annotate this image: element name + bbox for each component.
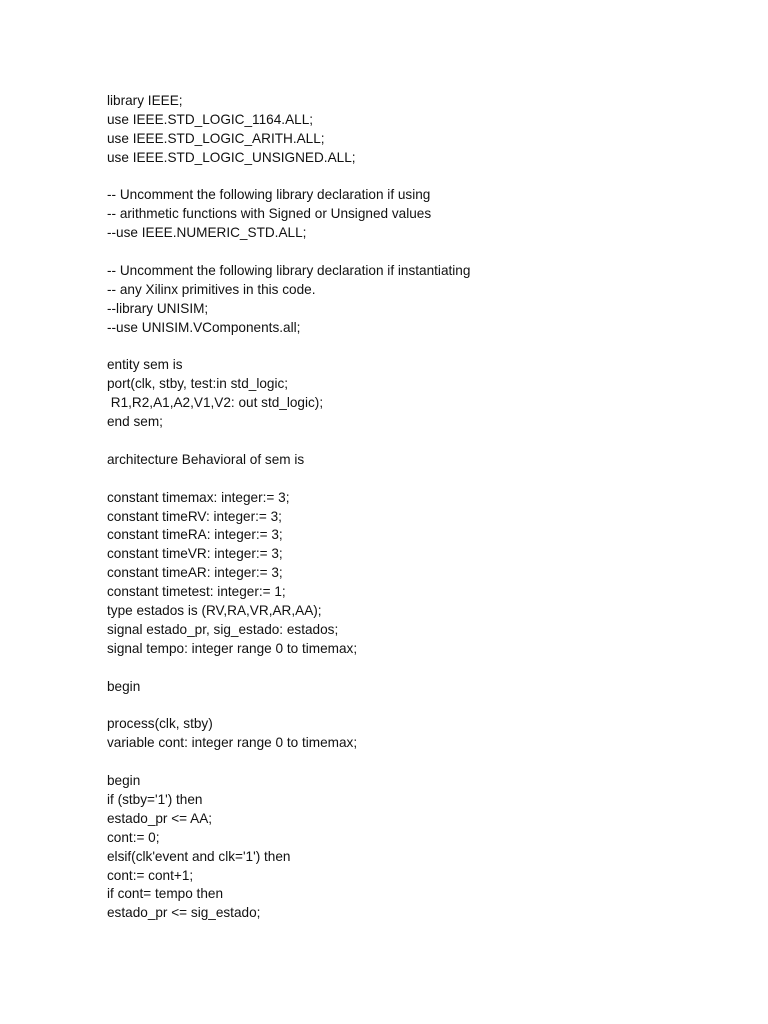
code-line: estado_pr <= AA; bbox=[107, 810, 213, 826]
code-line: signal tempo: integer range 0 to timemax; bbox=[107, 640, 358, 656]
code-line: -- arithmetic functions with Signed or Unsigned values bbox=[107, 206, 432, 222]
code-line: variable cont: integer range 0 to timemax; bbox=[107, 735, 358, 751]
code-line: end sem; bbox=[107, 414, 163, 430]
code-line: begin bbox=[107, 678, 141, 694]
code-line: signal estado_pr, sig_estado: estados; bbox=[107, 621, 339, 637]
code-line: cont:= 0; bbox=[107, 829, 160, 845]
code-line: constant timeVR: integer:= 3; bbox=[107, 546, 283, 562]
blank-line bbox=[107, 168, 727, 187]
code-line: constant timeRV: integer:= 3; bbox=[107, 508, 282, 524]
blank-line bbox=[107, 753, 727, 772]
code-line: use IEEE.STD_LOGIC_UNSIGNED.ALL; bbox=[107, 149, 356, 165]
code-line: estado_pr <= sig_estado; bbox=[107, 905, 261, 921]
vhdl-code-block bbox=[107, 92, 727, 923]
code-line: constant timeAR: integer:= 3; bbox=[107, 565, 283, 581]
code-line: cont:= cont+1; bbox=[107, 867, 194, 883]
code-line: constant timeRA: integer:= 3; bbox=[107, 527, 283, 543]
code-line: if cont= tempo then bbox=[107, 886, 223, 902]
code-line: --library UNISIM; bbox=[107, 300, 209, 316]
code-line: -- Uncomment the following library declaration if instantiating bbox=[107, 263, 471, 279]
blank-line bbox=[107, 432, 727, 451]
blank-line bbox=[107, 470, 727, 489]
blank-line bbox=[107, 659, 727, 678]
code-line: type estados is (RV,RA,VR,AR,AA); bbox=[107, 603, 322, 619]
code-line: port(clk, stby, test:in std_logic; bbox=[107, 376, 289, 392]
code-line: use IEEE.STD_LOGIC_ARITH.ALL; bbox=[107, 130, 325, 146]
code-line: elsif(clk'event and clk='1') then bbox=[107, 848, 291, 864]
code-line: R1,R2,A1,A2,V1,V2: out std_logic); bbox=[107, 395, 324, 411]
code-line: process(clk, stby) bbox=[107, 716, 213, 732]
code-line: use IEEE.STD_LOGIC_1164.ALL; bbox=[107, 111, 314, 127]
blank-line bbox=[107, 243, 727, 262]
code-line: -- Uncomment the following library declaration if using bbox=[107, 187, 431, 203]
code-line: --use IEEE.NUMERIC_STD.ALL; bbox=[107, 225, 307, 241]
code-line: entity sem is bbox=[107, 357, 183, 373]
code-line: begin bbox=[107, 773, 141, 789]
code-line: library IEEE; bbox=[107, 93, 183, 108]
code-line: --use UNISIM.VComponents.all; bbox=[107, 319, 301, 335]
code-line: constant timetest: integer:= 1; bbox=[107, 584, 286, 600]
blank-line bbox=[107, 338, 727, 357]
code-line: if (stby='1') then bbox=[107, 791, 203, 807]
code-line: -- any Xilinx primitives in this code. bbox=[107, 281, 316, 297]
code-line: architecture Behavioral of sem is bbox=[107, 451, 305, 467]
blank-line bbox=[107, 697, 727, 716]
code-line: constant timemax: integer:= 3; bbox=[107, 489, 290, 505]
